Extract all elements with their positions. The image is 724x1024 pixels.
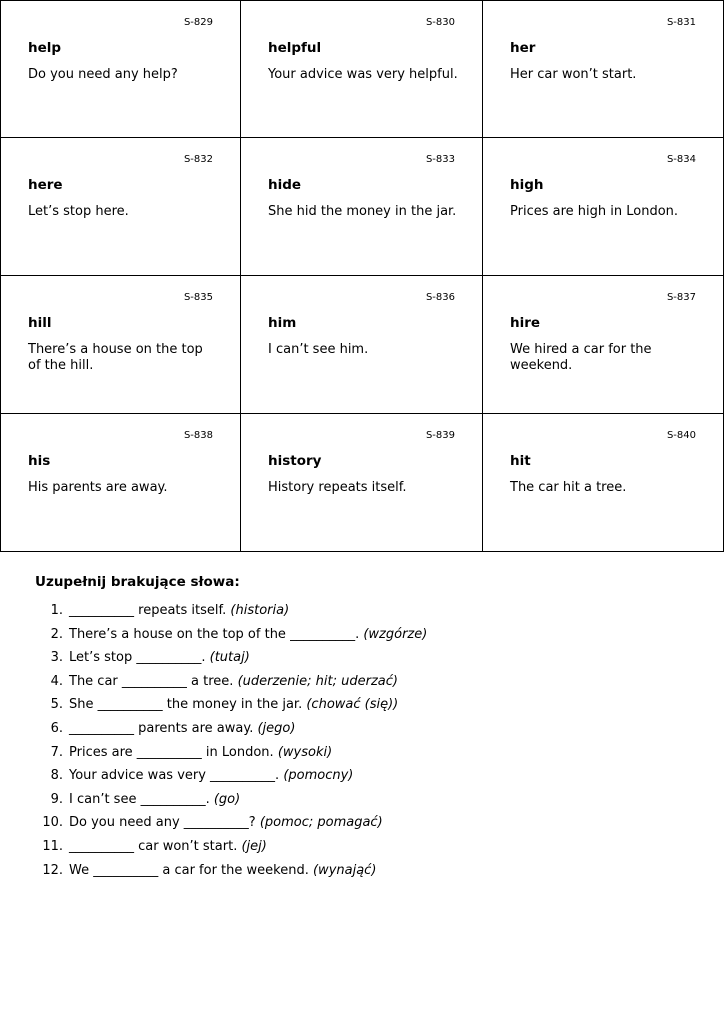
exercise-item [35,767,695,791]
exercise-item [35,673,695,697]
card-word: help [28,40,62,56]
item-number: 4. [50,673,63,689]
item-text: Prices are __________ in London. [69,744,274,760]
item-number: 3. [50,650,63,666]
card-word: hire [510,315,541,331]
item-number: 11. [42,838,63,854]
card-example-sentence: History repeats itself. [268,480,407,495]
card-word: hide [268,177,302,193]
flashcard [241,0,483,138]
card-example-sentence: Prices are high in London. [510,204,679,219]
item-text: I can’t see __________. [69,791,210,807]
card-code: S-840 [666,430,696,441]
card-word: him [268,315,297,331]
card-word: here [28,177,63,193]
item-hint: (wzgórze) [363,626,428,642]
item-number: 1. [50,603,63,618]
card-example-sentence: Your advice was very helpful. [268,67,458,82]
exercise-item [35,696,695,720]
item-number: 6. [50,720,63,736]
item-hint: (wysoki) [277,744,333,760]
card-example-sentence: The car hit a tree. [510,480,627,495]
item-hint: (chować (się)) [306,697,399,713]
card-word: history [268,453,322,469]
card-word: hit [510,453,531,469]
item-number: 10. [42,815,63,831]
flashcard [483,138,724,276]
card-code: S-836 [425,292,455,303]
card-code: S-834 [666,154,696,165]
item-text: We __________ a car for the weekend. [69,862,309,878]
exercise-heading: Uzupełnij brakujące słowa: [35,574,240,590]
flashcard [483,276,724,414]
item-hint: (tutaj) [209,650,250,666]
exercise-item [35,626,695,650]
item-hint: (pomocny) [283,768,354,784]
card-word: his [28,453,51,469]
flashcard [241,138,483,276]
item-number: 5. [50,697,63,713]
card-example-sentence: Do you need any help? [28,67,178,82]
card-example-sentence: We hired a car for the weekend. [510,342,652,373]
exercise-item [35,862,695,886]
card-code: S-838 [183,430,213,441]
item-number: 12. [42,862,63,878]
item-number: 7. [50,744,63,760]
item-text: Do you need any __________? [69,815,256,831]
item-text: She __________ the money in the jar. [69,697,303,713]
item-text: Let’s stop __________. [69,650,206,666]
item-hint: (pomoc; pomagać) [259,815,383,831]
flashcard [0,0,241,138]
item-hint: (wynająć) [312,862,377,878]
item-text: The car __________ a tree. [69,673,234,689]
card-example-sentence: Let’s stop here. [28,204,129,219]
exercise-item [35,720,695,744]
card-code: S-835 [183,292,213,303]
card-word: high [510,177,544,193]
card-example-sentence: I can’t see him. [268,342,369,357]
item-hint: (historia) [230,603,290,618]
item-hint: (jego) [257,720,296,736]
item-number: 8. [50,768,63,784]
exercise-item [35,649,695,673]
item-hint: (go) [213,791,241,807]
card-example-sentence: She hid the money in the jar. [268,204,457,219]
item-text: __________ parents are away. [69,720,254,736]
exercise-item [35,602,695,626]
card-code: S-839 [425,430,455,441]
card-code: S-830 [425,17,455,28]
flashcard [0,138,241,276]
item-text: There’s a house on the top of the __________. [69,626,360,642]
card-example-sentence: His parents are away. [28,480,168,495]
card-word: hill [28,315,52,331]
card-example-sentence: Her car won’t start. [510,67,637,82]
item-number: 2. [50,626,63,642]
card-word: her [510,40,536,56]
card-code: S-832 [183,154,213,165]
exercise-item [35,838,695,862]
flashcard [483,0,724,138]
card-code: S-837 [666,292,696,303]
card-code: S-831 [666,17,696,28]
card-example-sentence: There’s a house on the top of the hill. [28,342,203,373]
item-number: 9. [50,791,63,807]
flashcard [241,414,483,552]
exercise-item [35,791,695,815]
card-code: S-829 [183,17,213,28]
flashcard [483,414,724,552]
item-text: __________ car won’t start. [69,838,238,854]
item-hint: (uderzenie; hit; uderzać) [237,673,398,689]
flashcard [0,276,241,414]
item-text: Your advice was very __________. [69,768,280,784]
exercise-item [35,814,695,838]
exercise-list [35,602,695,885]
item-text: __________ repeats itself. [69,603,227,618]
flashcard [0,414,241,552]
fill-in-exercise [35,574,695,885]
exercise-item [35,744,695,768]
card-word: helpful [268,40,322,56]
flashcard [241,276,483,414]
item-hint: (jej) [241,838,267,854]
card-code: S-833 [425,154,455,165]
